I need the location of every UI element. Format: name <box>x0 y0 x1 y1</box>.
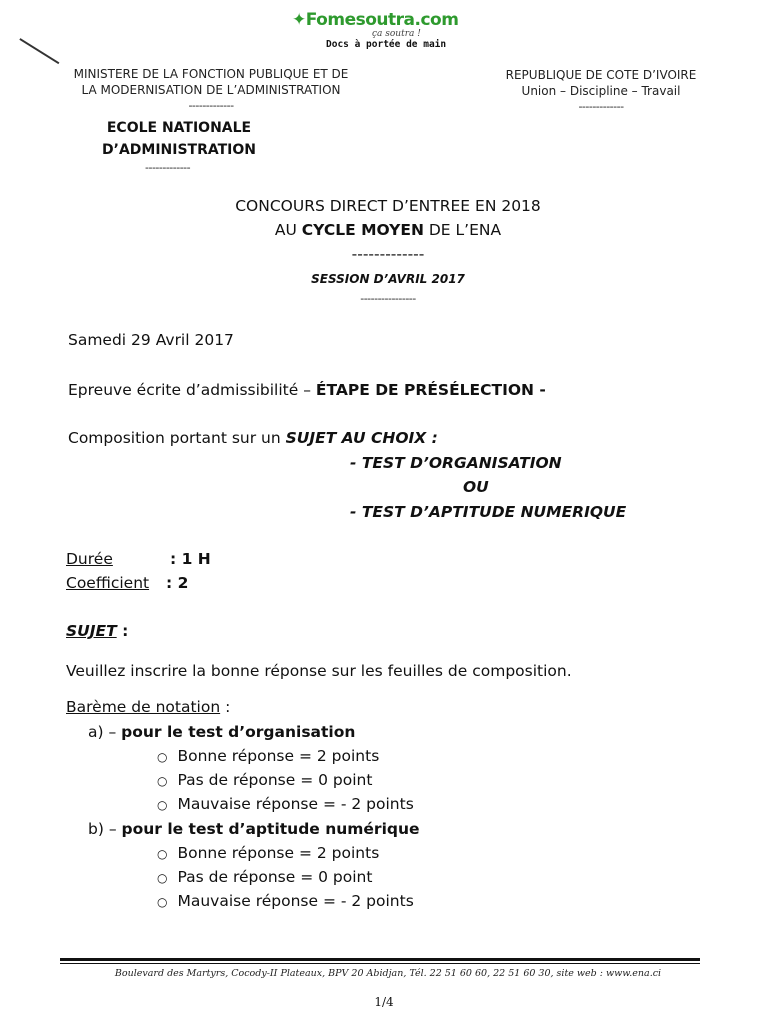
composition-line <box>68 429 438 447</box>
epreuve-stage: ÉTAPE DE PRÉSÉLECTION - <box>315 381 546 399</box>
duree-value: : 1 H <box>170 550 211 568</box>
exam-title-line2 <box>235 218 541 242</box>
coefficient-label <box>66 574 149 592</box>
ministry-header <box>74 66 349 114</box>
footer-address: Boulevard des Martyrs, Cocody-II Plateaux, BPV 20 Abidjan, Tél. 22 51 60 60, 22 51 60 30, site web : www.ena.ci <box>114 968 662 979</box>
list-item <box>157 892 414 910</box>
ministry-separator: ------------- <box>188 99 234 112</box>
epreuve-line <box>68 381 546 399</box>
coefficient-value: : 2 <box>166 574 189 592</box>
ministry-line1: MINISTERE DE LA FONCTION PUBLIQUE ET DE <box>73 67 349 81</box>
bareme-heading <box>66 698 230 716</box>
exam-title-cycle: CYCLE MOYEN <box>301 221 424 239</box>
bullet-circle-icon: ○ <box>157 895 168 909</box>
title-separator: ------------- <box>351 245 425 263</box>
epreuve-prefix: Epreuve écrite d’admissibilité – <box>68 381 316 399</box>
duree-label <box>66 550 113 568</box>
logo-tagline: Docs à portée de main <box>326 39 447 50</box>
bareme-label: Barème de notation <box>66 698 221 716</box>
footer-rule-thick <box>60 958 700 961</box>
republic-separator: ------------- <box>578 100 624 113</box>
composition-choice: SUJET AU CHOIX : <box>285 429 438 447</box>
sujet-label: SUJET <box>66 622 117 640</box>
bullet-circle-icon: ○ <box>157 750 168 764</box>
school-name <box>102 117 256 161</box>
exam-title <box>235 194 541 242</box>
bullet-circle-icon: ○ <box>157 798 168 812</box>
exam-date: Samedi 29 Avril 2017 <box>68 331 234 349</box>
school-line1: ECOLE NATIONALE <box>106 120 252 136</box>
section-a-prefix: a) – <box>88 723 122 741</box>
list-item <box>157 868 372 886</box>
school-separator: ------------- <box>145 161 191 174</box>
bullet-circle-icon: ○ <box>157 847 168 861</box>
bareme-section-b <box>88 820 420 838</box>
bullet-circle-icon: ○ <box>157 871 168 885</box>
session-separator: ---------------- <box>360 292 416 305</box>
composition-prefix: Composition portant sur un <box>68 429 286 447</box>
list-item <box>157 844 379 862</box>
list-item-text: Bonne réponse = 2 points <box>177 747 380 765</box>
option-or: OU <box>463 478 489 496</box>
bullet-circle-icon: ○ <box>157 774 168 788</box>
footer-rule-thin <box>60 963 700 964</box>
section-b-title: pour le test d’aptitude numérique <box>121 820 420 838</box>
logo-name: Fomesoutra <box>305 10 415 30</box>
instruction-text: Veuillez inscrire la bonne réponse sur les feuilles de composition. <box>66 662 572 680</box>
list-item <box>157 795 414 813</box>
coefficient-label-text: Coefficient <box>66 574 150 592</box>
exam-title-suffix: DE L’ENA <box>423 221 502 239</box>
bareme-section-a <box>88 723 355 741</box>
section-b-prefix: b) – <box>88 820 122 838</box>
list-item-text: Mauvaise réponse = - 2 points <box>177 795 414 813</box>
option-numerique: - TEST D’APTITUDE NUMERIQUE <box>350 503 627 521</box>
section-a-title: pour le test d’organisation <box>121 723 356 741</box>
list-item <box>157 747 379 765</box>
sujet-colon: : <box>116 622 129 640</box>
bareme-colon: : <box>220 698 231 716</box>
option-organisation: - TEST D’ORGANISATION <box>350 454 562 472</box>
list-item-text: Bonne réponse = 2 points <box>177 844 380 862</box>
list-item-text: Pas de réponse = 0 point <box>177 771 373 789</box>
republic-motto: Union – Discipline – Travail <box>521 84 681 98</box>
list-item-text: Pas de réponse = 0 point <box>177 868 373 886</box>
list-item <box>157 771 372 789</box>
page-number: 1/4 <box>374 995 394 1009</box>
exam-title-prefix: AU <box>274 221 302 239</box>
logo-swirl-icon: ✦ <box>292 10 306 30</box>
logo-domain: .com <box>414 10 459 30</box>
session-label: SESSION D’AVRIL 2017 <box>311 272 465 286</box>
republic-header <box>506 67 697 115</box>
site-logo[interactable] <box>292 10 458 30</box>
ministry-line2: LA MODERNISATION DE L’ADMINISTRATION <box>81 83 341 97</box>
sujet-heading <box>66 622 128 640</box>
exam-title-line1: CONCOURS DIRECT D’ENTREE EN 2018 <box>235 197 541 215</box>
duree-label-text: Durée <box>66 550 113 568</box>
logo-swoosh-text: ça soutra ! <box>372 29 421 39</box>
list-item-text: Mauvaise réponse = - 2 points <box>177 892 414 910</box>
pen-stroke-mark <box>20 38 60 64</box>
school-line2: D’ADMINISTRATION <box>102 142 256 158</box>
republic-country: REPUBLIQUE DE COTE D’IVOIRE <box>505 68 697 82</box>
